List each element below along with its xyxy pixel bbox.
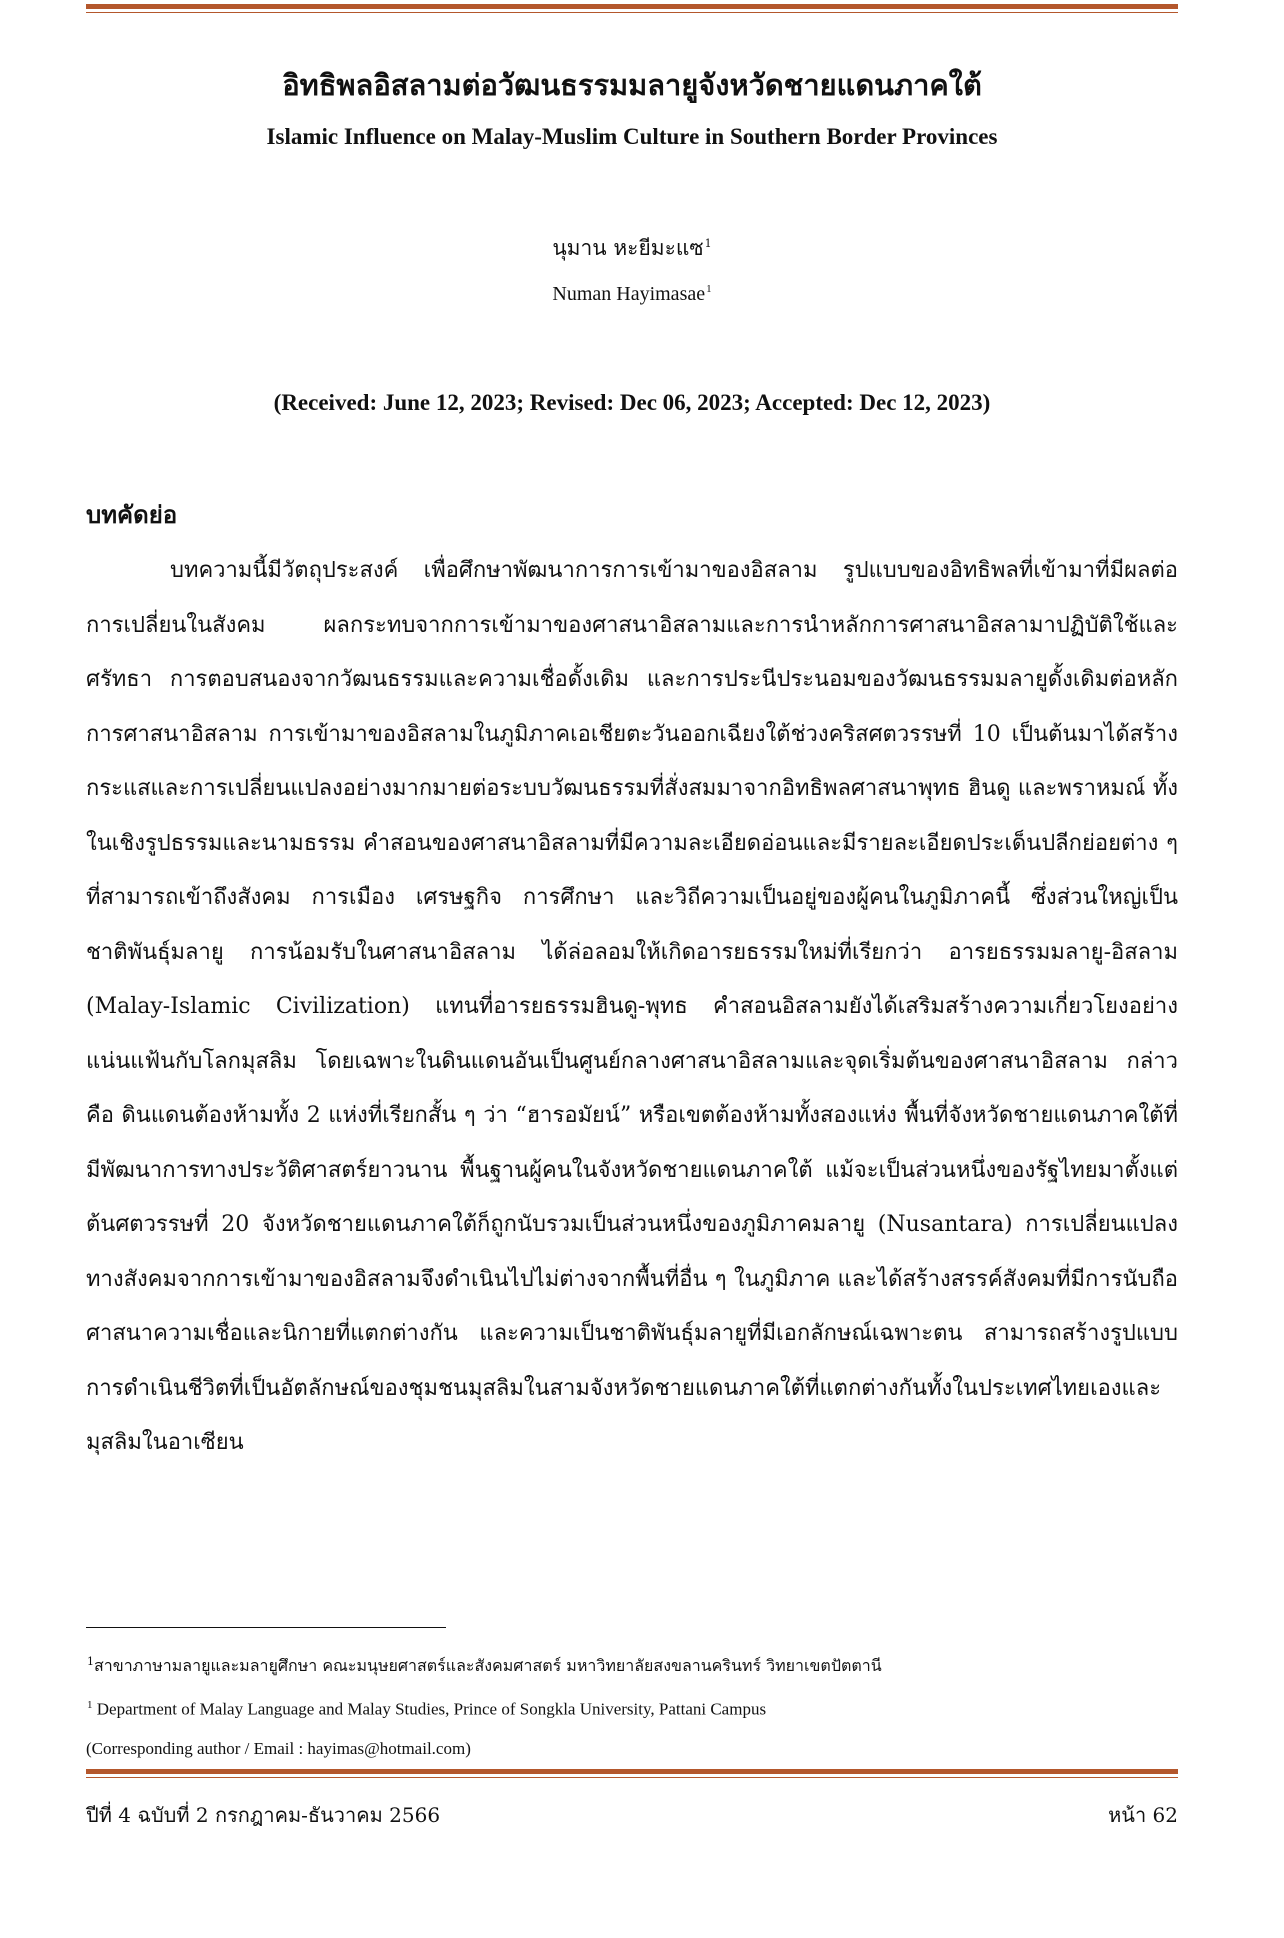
submission-dates: (Received: June 12, 2023; Revised: Dec 06, 2023; Accepted: Dec 12, 2023) <box>273 390 991 415</box>
author-thai-name: นุมาน หะยีมะแซ <box>552 236 704 260</box>
footer-rule <box>86 1769 1178 1778</box>
abstract-heading: บทคัดย่อ <box>86 500 178 529</box>
author-english-affil-mark: 1 <box>706 283 712 296</box>
corresponding-author: (Corresponding author / Email : hayimas@hotmail.com) <box>86 1739 471 1758</box>
footnote-english-mark: 1 <box>87 1699 93 1711</box>
author-thai-affil-mark: 1 <box>704 237 712 250</box>
footnote-thai-text: สาขาภาษามลายูและมลายูศึกษา คณะมนุษยศาสตร์และสังคมศาสตร์ มหาวิทยาลัยสงขลานครินทร์ วิทยาเขตปัตตานี <box>94 1656 882 1675</box>
footnote-thai-mark: 1 <box>87 1654 94 1668</box>
title-english: Islamic Influence on Malay-Muslim Culture in Southern Border Provinces <box>266 124 998 149</box>
abstract-body: บทความนี้มีวัตถุประสงค์ เพื่อศึกษาพัฒนาการการเข้ามาของอิสลาม รูปแบบของอิทธิพลที่เข้ามาที่มีผลต่อการเปลี่ยนในสังคม ผลกระทบจากการเข้ามาของศาสนาอิสลามและการนำหลักการศาสนาอิสลามาปฏิบัติใช้และศรัทธา การตอบสนองจากวัฒนธรรมและความเชื่อดั้งเดิม และการประนีประนอมของวัฒนธรรมมลายูดั้งเดิมต่อหลักการศาสนาอิสลาม การเข้ามาของอิสลามในภูมิภาคเอเชียตะวันออกเฉียงใต้ช่วงคริสศตวรรษที่ 10 เป็นต้นมาได้สร้างกระแสและการเปลี่ยนแปลงอย่างมากมายต่อระบบวัฒนธรรมที่สั่งสมมาจากอิทธิพลศาสนาพุทธ ฮินดู และพราหมณ์ ทั้งในเชิงรูปธรรมและนามธรรม คำสอนของศาสนาอิสลามที่มีความละเอียดอ่อนและมีรายละเอียดประเด็นปลีกย่อยต่าง ๆ ที่สามารถเข้าถึงสังคม การเมือง เศรษฐกิจ การศึกษา และวิถีความเป็นอยู่ของผู้คนในภูมิภาคนี้ ซึ่งส่วนใหญ่เป็นชาติพันธุ์มลายู การน้อมรับในศาสนาอิสลาม ได้ล่อลอมให้เกิดอารยธรรมใหม่ที่เรียกว่า อารยธรรมมลายู-อิสลาม (Malay-Islamic Civilization) แทนที่อารยธรรมฮินดู-พุทธ คำสอนอิสลามยังได้เสริมสร้างความเกี่ยวโยงอย่างแน่นแฟ้นกับโลกมุสลิม โดยเฉพาะในดินแดนอันเป็นศูนย์กลางศาสนาอิสลามและจุดเริ่มต้นของศาสนาอิสลาม กล่าวคือ ดินแดนต้องห้ามทั้ง 2 แห่งที่เรียกสั้น ๆ ว่า “ฮารอมัยน์” หรือเขตต้องห้ามทั้งสองแห่ง พื้นที่จังหวัดชายแดนภาคใต้ที่มีพัฒนาการทางประวัติศาสตร์ยาวนาน พื้นฐานผู้คนในจังหวัดชายแดนภาคใต้ แม้จะเป็นส่วนหนึ่งของรัฐไทยมาตั้งแต่ต้นศตวรรษที่ 20 จังหวัดชายแดนภาคใต้ก็ถูกนับรวมเป็นส่วนหนึ่งของภูมิภาคมลายู (Nusantara) การเปลี่ยนแปลงทางสังคมจากการเข้ามาของอิสลามจึงดำเนินไปไม่ต่างจากพื้นที่อื่น ๆ ในภูมิภาค และได้สร้างสรรค์สังคมที่มีการนับถือศาสนาความเชื่อและนิกายที่แตกต่างกัน และความเป็นชาติพันธุ์มลายูที่มีเอกลักษณ์เฉพาะตน สามารถสร้างรูปแบบการดำเนินชีวิตที่เป็นอัตลักษณ์ของชุมชนมุสลิมในสามจังหวัดชายแดนภาคใต้ที่แตกต่างกันทั้งในประเทศไทยเองและมุสลิมในอาเซียน <box>86 558 1178 1455</box>
header-rule <box>86 4 1178 13</box>
author-english-name: Numan Hayimasae <box>552 283 706 305</box>
footnote-english <box>86 1699 766 1720</box>
author-english <box>86 283 1178 306</box>
title-thai: อิทธิพลอิสลามต่อวัฒนธรรมมลายูจังหวัดชายแดนภาคใต้ <box>282 68 982 102</box>
footnote-english-text: Department of Malay Language and Malay Studies, Prince of Songkla University, Pattani Campus <box>96 1699 767 1719</box>
journal-issue: ปีที่ 4 ฉบับที่ 2 กรกฎาคม-ธันวาคม 2566 <box>86 1803 441 1827</box>
footnote-thai <box>86 1654 882 1679</box>
author-thai <box>86 232 1178 265</box>
page-number: หน้า 62 <box>1108 1803 1178 1827</box>
footnote-divider <box>86 1627 446 1628</box>
